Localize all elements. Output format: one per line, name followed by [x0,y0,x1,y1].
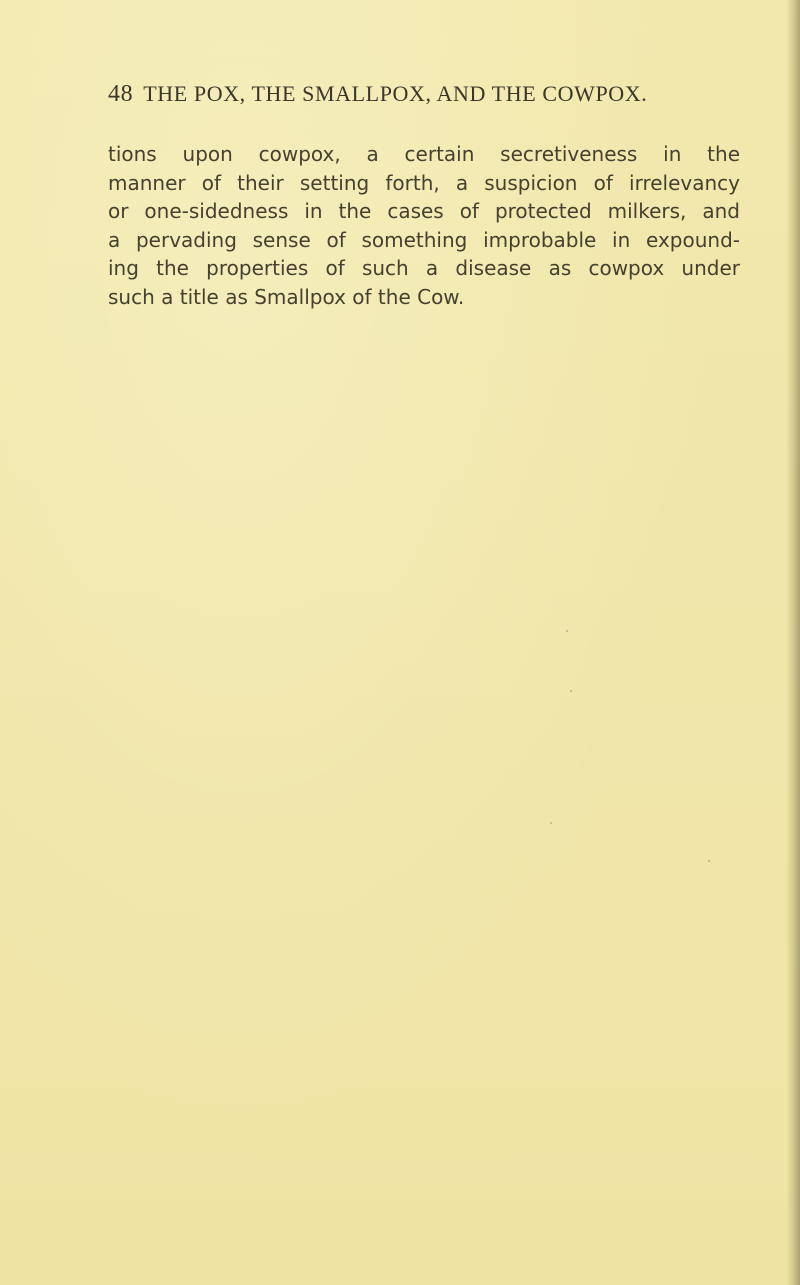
page-number: 48 [108,81,134,107]
text-line: such a title as Smallpox of the Cow. [108,284,465,309]
body-paragraph [108,140,740,311]
text-line: manner of their setting forth, a suspicion of irrelevancy [108,170,740,195]
paper-speck [566,630,568,632]
text-line: or one-sidedness in the cases of protected milkers, and [108,199,740,223]
paper-speck [570,690,572,692]
running-head [108,80,728,108]
text-line: a pervading sense of something improbable in expound- [108,227,740,252]
text-line: tions upon cowpox, a certain secretiveness in the [108,142,740,166]
running-title: THE POX, THE SMALLPOX, AND THE COWPOX. [143,81,648,106]
page-edge-shadow [786,0,800,1285]
paper-speck [708,860,710,862]
text-line: ing the properties of such a disease as cowpox under [108,256,740,280]
paper-speck [550,822,552,824]
